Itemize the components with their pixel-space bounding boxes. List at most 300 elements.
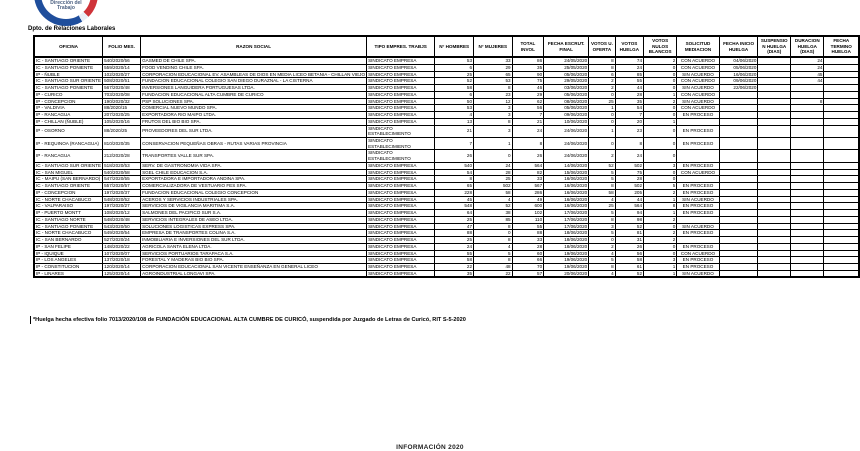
cell: 52	[615, 270, 643, 277]
cell	[758, 243, 791, 250]
cell: SINDICATO EMPRESA	[367, 216, 435, 223]
cell	[824, 243, 859, 250]
cell: 29	[474, 64, 513, 71]
cell	[758, 270, 791, 277]
cell	[791, 237, 824, 244]
cell	[758, 250, 791, 257]
cell: SINDICATO EMPRESA	[367, 112, 435, 119]
cell	[824, 105, 859, 112]
cell: 502	[615, 162, 643, 169]
table-row	[34, 78, 859, 85]
cell: IP - CONCEPCION	[34, 189, 103, 196]
page-title: Dpto. de Relaciones Laborales	[28, 26, 116, 32]
cell: 197/2020/27	[103, 203, 141, 210]
cell: 49	[512, 196, 544, 203]
cell	[758, 263, 791, 270]
cell: 56	[512, 105, 544, 112]
cell: IP - REQUINOA (RANCAGUA)	[34, 138, 103, 150]
cell	[824, 64, 859, 71]
cell: 0	[644, 112, 677, 119]
cell: 20/06/2020	[544, 270, 589, 277]
cell	[677, 150, 719, 162]
cell	[824, 112, 859, 119]
cell	[791, 257, 824, 264]
table-row	[34, 138, 859, 150]
cell: 90	[512, 71, 544, 78]
cell: SINDICATO EMPRESA	[367, 270, 435, 277]
cell: 518/2020/53	[103, 162, 141, 169]
cell: SINDICATO EMPRESA	[367, 85, 435, 92]
cell: 5	[589, 257, 615, 264]
cell	[758, 78, 791, 85]
cell: 3	[474, 125, 513, 137]
cell: 28	[615, 176, 643, 183]
cell	[719, 270, 758, 277]
cell: 17/06/2020	[544, 210, 589, 217]
cell: 16/06/2020	[544, 176, 589, 183]
cell	[824, 118, 859, 125]
table-row	[34, 91, 859, 98]
cell: 81	[615, 230, 643, 237]
cell: 4	[589, 250, 615, 257]
cell: 120/2020/14	[103, 263, 141, 270]
cell: 564	[615, 203, 643, 210]
cell: 8	[512, 138, 544, 150]
cell: 58	[474, 189, 513, 196]
cell: FUNDACION EDUCACIONAL COLEGIO CONCEPCION	[141, 189, 367, 196]
cell: INVERSIONES LANGUIDERA PORTUGUESAS LTDA.	[141, 85, 367, 92]
cell	[791, 176, 824, 183]
table-row	[34, 196, 859, 203]
cell: 85	[615, 71, 643, 78]
cell	[719, 250, 758, 257]
cell: 0	[589, 237, 615, 244]
cell	[824, 138, 859, 150]
cell: 64	[435, 210, 474, 217]
cell: 547/2020/55	[103, 176, 141, 183]
cell: 05/06/2020	[544, 105, 589, 112]
cell: 4	[589, 270, 615, 277]
cell: 24	[791, 57, 824, 64]
cell: 74	[615, 57, 643, 64]
cell: IP - LOS ANGELES	[34, 257, 103, 264]
cell: 0	[644, 250, 677, 257]
cell: 502	[615, 183, 643, 190]
table-row	[34, 210, 859, 217]
cell	[719, 91, 758, 98]
cell	[719, 203, 758, 210]
cell: IP - IQUIQUE	[34, 250, 103, 257]
cell	[791, 270, 824, 277]
cell: 3	[474, 105, 513, 112]
cell: 2	[589, 243, 615, 250]
cell	[824, 169, 859, 176]
cell: EN PROCESO	[677, 203, 719, 210]
cell: 17/06/2020	[544, 216, 589, 223]
cell: 0	[474, 150, 513, 162]
column-header: FECHA INICIO HUELGA	[719, 36, 758, 57]
cell: 22/06/2020	[719, 85, 758, 92]
cell: SOLUCIONES LOGISTICAS EXPRESS SPA.	[141, 223, 367, 230]
cell: 44	[615, 85, 643, 92]
table-header	[34, 36, 859, 57]
cell: IP - OSORNO	[34, 125, 103, 137]
table-row	[34, 183, 859, 190]
cell	[719, 237, 758, 244]
cell: INMOBILIARIA E INVERSIONES DEL SUR LTDA.	[141, 237, 367, 244]
table-row	[34, 250, 859, 257]
cell: 04/06/2020	[719, 57, 758, 64]
cell: 8	[589, 263, 615, 270]
cell: 559/2020/14	[103, 64, 141, 71]
cell: 0	[589, 91, 615, 98]
table-row	[34, 243, 859, 250]
cell	[719, 263, 758, 270]
cell: 24/06/2020	[544, 138, 589, 150]
cell: SINDICATO EMPRESA	[367, 98, 435, 105]
cell: 31	[615, 237, 643, 244]
cell: 8	[474, 257, 513, 264]
cell: SINDICATO EMPRESA	[367, 203, 435, 210]
cell: EN PROCESO	[677, 263, 719, 270]
column-header: DURACION HUELGA (DIAS)	[791, 36, 824, 57]
cell: 0	[644, 138, 677, 150]
cell	[758, 203, 791, 210]
cell: 54	[435, 169, 474, 176]
cell: 24/06/2020	[544, 150, 589, 162]
cell: 8	[791, 98, 824, 105]
cell: CONSERVACION PEQUEÑAS OBRAS - RUTAS VARIAS PROVINCIA	[141, 138, 367, 150]
cell: IC - NORTE CHACABUCO	[34, 196, 103, 203]
cell: 44	[791, 78, 824, 85]
cell	[791, 125, 824, 137]
cell: SINDICATO ESTABLECIMIENTO	[367, 150, 435, 162]
cell: EXPORTADORA E IMPORTADORA ANDINA SPA.	[141, 176, 367, 183]
cell: SINDICATO ESTABLECIMIENTO	[367, 138, 435, 150]
cell: 3	[644, 257, 677, 264]
cell: 2	[589, 150, 615, 162]
cell: 3	[644, 162, 677, 169]
cell	[758, 138, 791, 150]
cell	[719, 243, 758, 250]
cell: 1	[644, 91, 677, 98]
cell: 5	[474, 250, 513, 257]
cell: EN PROCESO	[677, 230, 719, 237]
cell: SIN ACUERDO	[677, 270, 719, 277]
cell	[719, 183, 758, 190]
column-header: VOTOS NULOS BLANCOS	[644, 36, 677, 57]
table-row	[34, 125, 859, 137]
cell: 28	[615, 91, 643, 98]
cell	[824, 263, 859, 270]
cell: SINDICATO EMPRESA	[367, 57, 435, 64]
cell: 28	[474, 169, 513, 176]
cell	[719, 257, 758, 264]
cell: IP - ÑUBLE	[34, 71, 103, 78]
cell: 2	[644, 237, 677, 244]
cell	[824, 216, 859, 223]
cell: CORPORACION EDUCACIONAL SAN VICENTE ENSEÑANZA EN GENERAL LICEO	[141, 263, 367, 270]
cell	[824, 230, 859, 237]
cell: 540/2020/56	[103, 57, 141, 64]
cell	[719, 189, 758, 196]
cell: EN PROCESO	[677, 243, 719, 250]
cell: PROVEEDORES DEL SUR LTDA.	[141, 125, 367, 137]
cell: IC - SANTIAGO SUR ORIENTE	[36, 78, 102, 84]
cell: 548/2020/52	[103, 196, 141, 203]
cell	[824, 183, 859, 190]
cell: 564	[512, 162, 544, 169]
cell: 527/2020/24	[103, 237, 141, 244]
cell: 8	[435, 176, 474, 183]
cell: 47	[435, 223, 474, 230]
cell: 105/2020/16	[103, 118, 141, 125]
cell: 23	[615, 125, 643, 137]
cell: 05/06/2020	[544, 91, 589, 98]
cell: SIN ACUERDO	[677, 85, 719, 92]
cell: 26	[435, 150, 474, 162]
cell	[824, 176, 859, 183]
cell: 94	[615, 210, 643, 217]
cell: 53	[474, 78, 513, 85]
cell: 24	[435, 243, 474, 250]
cell: 17/06/2020	[544, 223, 589, 230]
column-header: OFICINA	[34, 36, 103, 57]
cell: 6	[435, 64, 474, 71]
cell: 0	[644, 105, 677, 112]
cell: 0	[589, 138, 615, 150]
table-row	[34, 176, 859, 183]
cell: 60	[512, 250, 544, 257]
cell	[791, 112, 824, 119]
cell: SINDICATO EMPRESA	[367, 176, 435, 183]
column-header: VOTOS HUELGA	[615, 36, 643, 57]
cell: EN PROCESO	[677, 210, 719, 217]
cell	[791, 183, 824, 190]
cell: 0	[644, 223, 677, 230]
cell: 57	[512, 270, 544, 277]
cell: 5	[644, 183, 677, 190]
cell: 25/05/2020	[544, 64, 589, 71]
cell: 557/2020/57	[103, 183, 141, 190]
cell: FUNDACION EDUCACIONAL COLEGIO SAN DIEGO DURAZNAL - LA CISTERNA	[141, 78, 367, 85]
column-header: VOTOS U. OFERTA	[589, 36, 615, 57]
cell	[758, 91, 791, 98]
cell: 16/06/2020	[544, 183, 589, 190]
cell: 2	[589, 78, 615, 85]
cell: 0	[644, 78, 677, 85]
table-row	[34, 216, 859, 223]
cell	[791, 216, 824, 223]
cell: SERVICIOS INTEGRALES DE ASEO LTDA.	[141, 216, 367, 223]
cell: SALMONES DEL PACIFICO SUR S.A.	[141, 210, 367, 217]
cell: 21	[435, 125, 474, 137]
cell: 03/06/2020	[544, 85, 589, 92]
cell: 46	[512, 85, 544, 92]
cell: 567	[512, 183, 544, 190]
cell: 25	[435, 237, 474, 244]
huelgas-table-container	[33, 35, 860, 278]
cell: 44	[615, 196, 643, 203]
cell: 52	[615, 223, 643, 230]
column-header: SOLICITUD MEDIACION	[677, 36, 719, 57]
cell	[791, 196, 824, 203]
cell: IC - SANTIAGO ORIENTE	[34, 57, 103, 64]
cell	[758, 169, 791, 176]
cell: 107/2020/07	[103, 250, 141, 257]
cell: 549/2020/54	[103, 230, 141, 237]
cell: 102/2020/27	[103, 71, 141, 78]
cell: 7	[615, 112, 643, 119]
cell	[758, 105, 791, 112]
cell: 24	[791, 64, 824, 71]
cell: 10/06/2020	[544, 118, 589, 125]
cell: 35	[512, 64, 544, 71]
cell: 228	[435, 189, 474, 196]
cell	[824, 250, 859, 257]
cell: 50	[435, 98, 474, 105]
cell: IC - SAN BERNARDO	[34, 237, 103, 244]
column-header: TIPO EMPRES. TRABJS	[367, 36, 435, 57]
cell	[758, 162, 791, 169]
cell: 26	[615, 243, 643, 250]
cell: EN PROCESO	[677, 257, 719, 264]
cell: 0	[644, 169, 677, 176]
cell: IC - SANTIAGO PONIENTE	[34, 223, 103, 230]
cell: 108/2020/12	[103, 210, 141, 217]
cell	[758, 85, 791, 92]
table-row	[34, 237, 859, 244]
cell: 2	[644, 216, 677, 223]
cell: CORPORACION EDUCACIONAL EV. ASAMBLEAS DE DIOS EN MEDIA LICEO BETANIA - CHILLAN VIEJO	[142, 71, 366, 77]
cell: 7	[512, 112, 544, 119]
cell: 53	[435, 105, 474, 112]
cell: 3	[474, 112, 513, 119]
cell: 8	[589, 64, 615, 71]
cell	[824, 270, 859, 277]
cell: 102	[512, 210, 544, 217]
column-header: SUSPENSIO N HUELGA (DIAS)	[758, 36, 791, 57]
cell: IC - SANTIAGO SUR ORIENTE	[36, 162, 102, 168]
cell	[824, 210, 859, 217]
cell: SINDICATO EMPRESA	[367, 169, 435, 176]
cell	[677, 118, 719, 125]
cell: 1	[644, 263, 677, 270]
cell: 88/2020/25	[103, 125, 141, 137]
cell: 0	[644, 64, 677, 71]
cell: IC - NORTE CHACABUCO	[34, 230, 103, 237]
cell	[758, 230, 791, 237]
cell: IP - CURICO	[34, 91, 103, 98]
cell: SINDICATO EMPRESA	[367, 210, 435, 217]
page-footer-clipped: INFORMACIÓN 2020	[396, 444, 464, 451]
cell: IC - SANTIAGO ORIENTE	[34, 183, 103, 190]
cell: EMPRESA DE TRANSPORTES COLINA S.A.	[141, 230, 367, 237]
cell: 4	[589, 196, 615, 203]
cell: FORESTAL Y MADERAS BIO BIO SPA.	[141, 257, 367, 264]
cell	[824, 125, 859, 137]
table-row	[34, 64, 859, 71]
cell	[791, 189, 824, 196]
cell: 543/2020/50	[103, 223, 141, 230]
cell: 5	[589, 210, 615, 217]
cell: IP - VALDIVIA	[34, 105, 103, 112]
cell: 75	[615, 169, 643, 176]
cell: EN PROCESO	[677, 162, 719, 169]
cell: IP - RANCAGUA	[34, 112, 103, 119]
cell: 29	[512, 91, 544, 98]
cell: 18/06/2020	[544, 243, 589, 250]
cell: 148/2020/22	[103, 243, 141, 250]
cell: 45	[791, 71, 824, 78]
cell	[719, 125, 758, 137]
cell: 35	[435, 270, 474, 277]
cell: 56	[615, 250, 643, 257]
cell: 2	[644, 98, 677, 105]
logo-text-line2: Trabajo	[57, 5, 75, 12]
cell: 0	[644, 71, 677, 78]
cell: IP - CONSTITUCION	[34, 263, 103, 270]
cell: 548/2020/48	[103, 216, 141, 223]
cell: 8	[474, 237, 513, 244]
cell	[719, 162, 758, 169]
cell: 110	[512, 216, 544, 223]
cell: 5	[589, 176, 615, 183]
cell: 55	[512, 223, 544, 230]
cell	[758, 64, 791, 71]
cell: 18/06/2020	[544, 237, 589, 244]
cell: IC - MAIPU (SAN BERNARDO)	[34, 176, 103, 183]
cell: 54	[615, 105, 643, 112]
cell: IP - CONCEPCION	[34, 98, 103, 105]
cell: 33	[512, 176, 544, 183]
cell	[791, 150, 824, 162]
cell	[791, 243, 824, 250]
cell: AGRICOLA SANTA ELENA LTDA.	[141, 243, 367, 250]
footnote: *Huelga hecha efectiva folio 7013/2020/108 de FUNDACIÓN EDUCACIONAL ALTA CUMBRE DE CURICÓ, suspendida por Juzgado de Letras de Curicó, RIT S-5-2020	[30, 316, 793, 324]
cell: SINDICATO EMPRESA	[367, 189, 435, 196]
cell	[824, 98, 859, 105]
cell	[791, 210, 824, 217]
cell: IP - CHILLAN (ÑUBLE)	[34, 118, 103, 125]
cell	[758, 71, 791, 78]
cell	[791, 162, 824, 169]
cell: 8	[644, 203, 677, 210]
table-row	[34, 223, 859, 230]
cell: FUNDACION EDUCACIONAL ALTA CUMBRE DE CURICO	[141, 91, 367, 98]
cell: EXPORTADORA RIO MAIPO LTDA.	[141, 112, 367, 119]
column-header: FECHA ESCRUT. FINAL	[544, 36, 589, 57]
cell: CON ACUERDO	[677, 105, 719, 112]
cell: 09/06/2020	[544, 112, 589, 119]
cell: 55	[435, 250, 474, 257]
cell	[824, 71, 859, 78]
cell: SINDICATO EMPRESA	[367, 250, 435, 257]
logo-inner-disc	[41, 0, 91, 19]
cell: 25	[435, 71, 474, 78]
table-row	[34, 162, 859, 169]
cell: SGEL CHILE EDUCACION S.A.	[141, 169, 367, 176]
cell: 48	[474, 263, 513, 270]
cell: 05/06/2020	[719, 64, 758, 71]
table-row	[34, 230, 859, 237]
direccion-del-trabajo-logo	[34, 0, 98, 26]
cell: CON ACUERDO	[677, 57, 719, 64]
cell: 24	[615, 64, 643, 71]
column-header: TOTAL INVOL	[512, 36, 544, 57]
cell	[719, 216, 758, 223]
table-row	[34, 112, 859, 119]
